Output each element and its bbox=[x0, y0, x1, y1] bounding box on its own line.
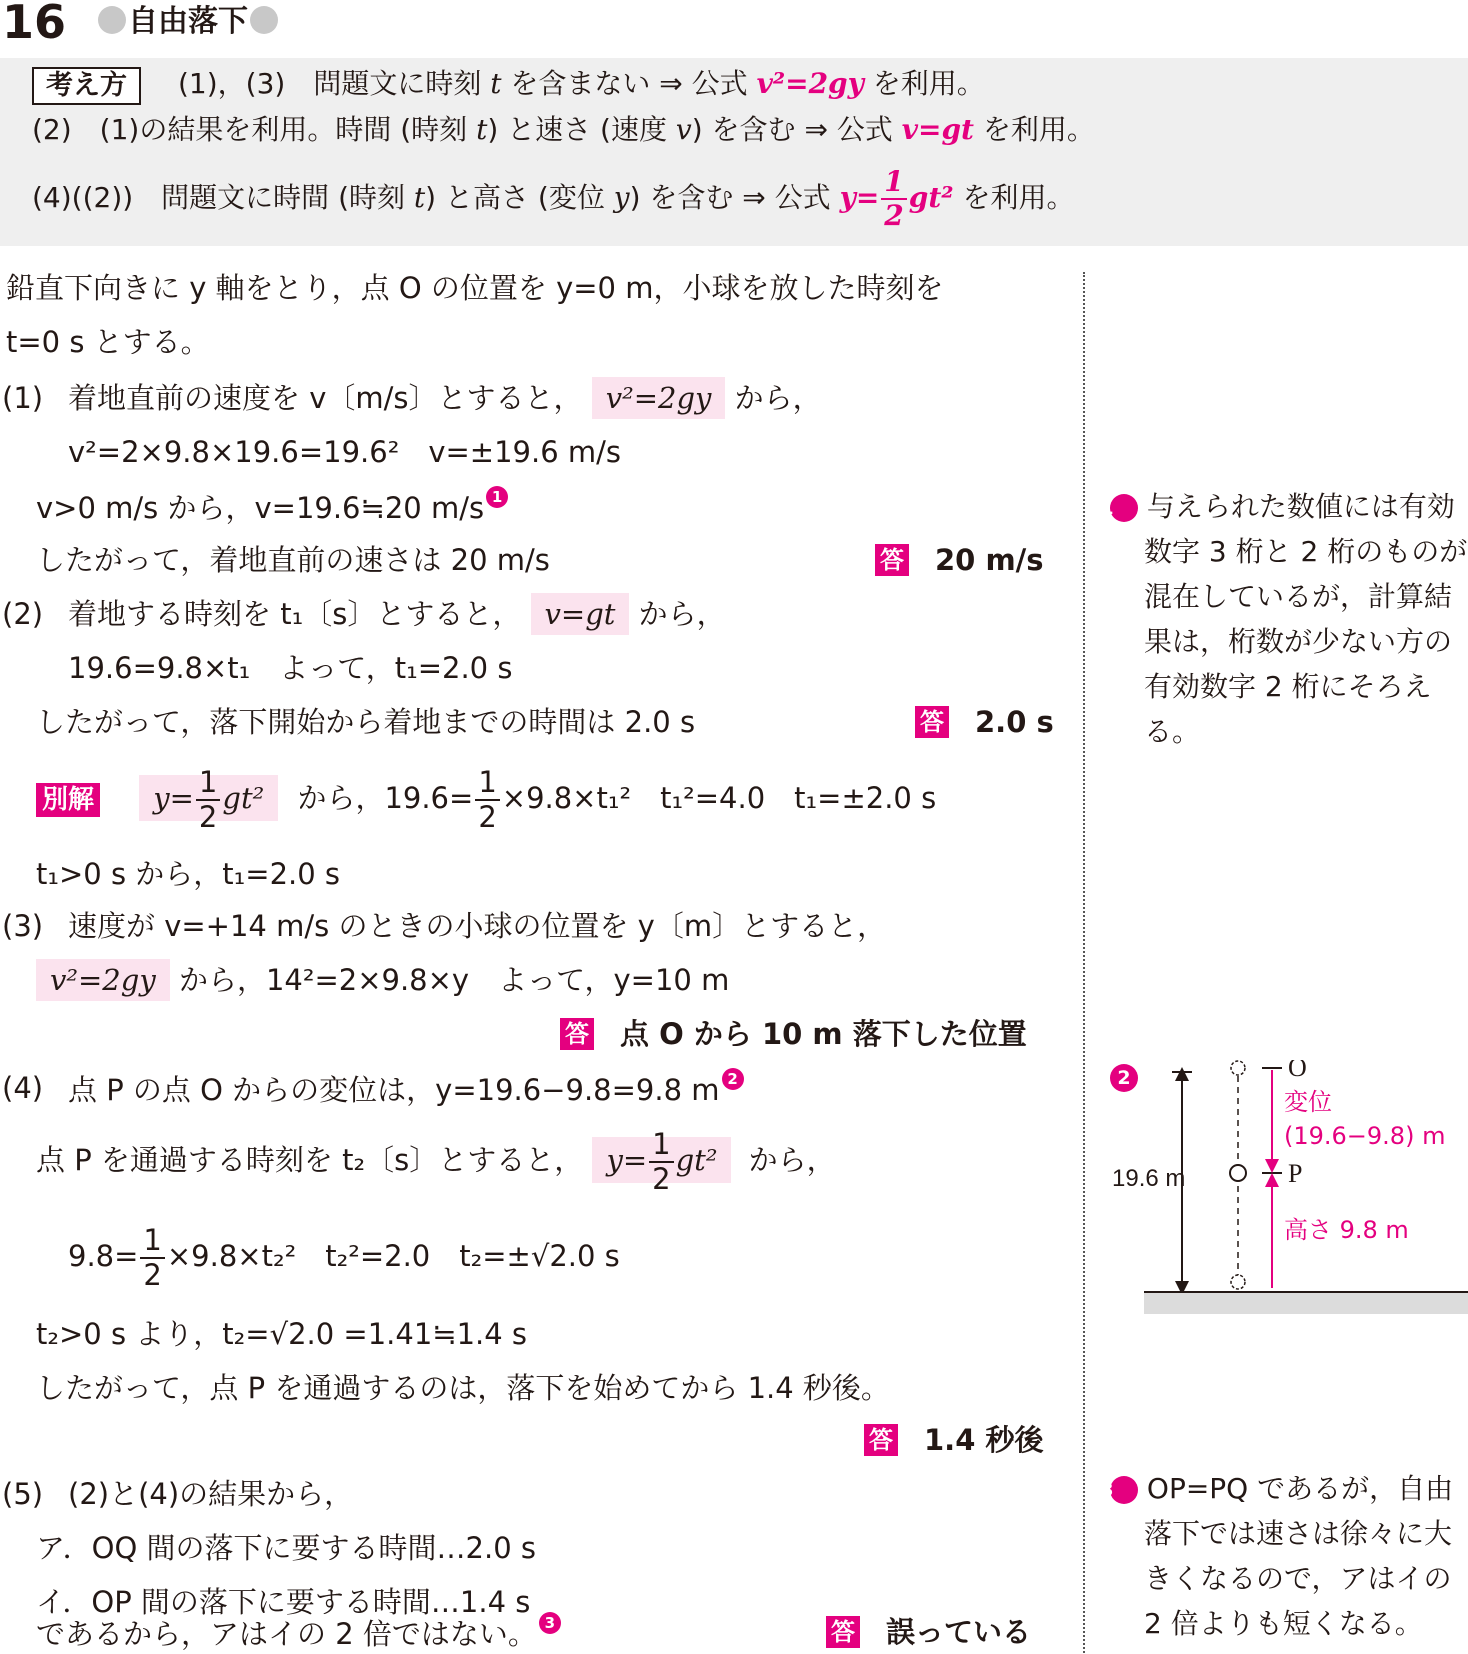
note-marker-3: 3 bbox=[539, 1612, 561, 1634]
bullet-dot-icon bbox=[98, 6, 126, 34]
note-marker-1: 1 bbox=[486, 486, 508, 508]
displacement-label: 変位 bbox=[1284, 1088, 1332, 1116]
p4-line-1: 点 P の点 O からの変位は，y=19.6−9.8=9.8 m 2 bbox=[68, 1068, 744, 1110]
answer-badge: 答 bbox=[864, 1424, 898, 1456]
p5-number: (5) bbox=[2, 1477, 44, 1511]
p3-line-2: v²=2gy から，14²=2×9.8×y よって，y=10 m bbox=[36, 960, 729, 1000]
p2-line-2: 19.6=9.8×t₁ よって，t₁=2.0 s bbox=[68, 651, 513, 685]
answer-badge: 答 bbox=[826, 1616, 860, 1648]
label-p: P bbox=[1288, 1159, 1303, 1188]
p2-answer: 答 2.0 s bbox=[915, 702, 1054, 742]
p3-number: (3) bbox=[2, 909, 44, 943]
fraction-half: $\frac{1}{2}$ bbox=[140, 1226, 164, 1290]
p4-line-5: したがって，点 P を通過するのは，落下を始めてから 1.4 秒後。 bbox=[36, 1371, 890, 1405]
p1-line-2: v²=2×9.8×19.6=19.6² v=±19.6 m/s bbox=[68, 435, 621, 469]
approach-row-2: (2) (1)の結果を利用。時間 (時刻 t) と速さ (速度 v) を含む ⇒ 公式 v=gt を利用。 bbox=[32, 113, 1095, 146]
approach-label: 考え方 bbox=[32, 67, 141, 105]
p5-line-4: であるから，アはイの 2 倍ではない。 3 bbox=[36, 1612, 561, 1654]
p1-line-1: 着地直前の速度を v〔m/s〕とすると， v²=2gy から， bbox=[68, 378, 822, 418]
answer-badge: 答 bbox=[560, 1018, 594, 1050]
fraction-half: $\frac{1}{2}$ bbox=[649, 1130, 673, 1194]
p4-line-3: 9.8= $\frac{1}{2}$ ×9.8×t₂² t₂²=2.0 t₂=±√2.0 s bbox=[68, 1223, 620, 1292]
bullet-dot-icon bbox=[250, 6, 278, 34]
p3-formula-highlight: v²=2gy bbox=[36, 959, 170, 1001]
p5-line-3: イ．OP 間の落下に要する時間…1.4 s bbox=[36, 1585, 531, 1619]
p3-line-1: 速度が v=+14 m/s のときの小球の位置を y〔m〕とすると， bbox=[68, 909, 887, 943]
ball-at-ground-icon bbox=[1231, 1275, 1245, 1289]
p5-line-2: ア．OQ 間の落下に要する時間…2.0 s bbox=[36, 1531, 536, 1565]
fraction-half: $\frac{1}{2}$ bbox=[475, 768, 499, 832]
side-note-3: 3 OP=PQ であるが，自由落下では速さは徐々に大きくなるので，アはイの 2 倍よりも短くなる。 bbox=[1100, 1472, 1454, 1640]
p2-formula-highlight: v=gt bbox=[531, 593, 630, 635]
p1-number: (1) bbox=[2, 381, 44, 415]
p3-answer: 答 点 O から 10 m 落下した位置 bbox=[560, 1014, 1027, 1054]
intro-line-1: 鉛直下向きに y 軸をとり，点 O の位置を y=0 m，小球を放した時刻を bbox=[6, 271, 944, 305]
p1-formula-highlight: v²=2gy bbox=[592, 377, 726, 419]
p4-number: (4) bbox=[2, 1071, 44, 1105]
intro-line-2: t=0 s とする。 bbox=[6, 325, 210, 359]
fraction-half: $\frac{1}{2}$ bbox=[881, 168, 906, 230]
displacement-value: (19.6−9.8) m bbox=[1284, 1122, 1446, 1150]
p5-answer: 答 誤っている bbox=[826, 1612, 1031, 1652]
answer-badge: 答 bbox=[875, 544, 909, 576]
p1-answer: 答 20 m/s bbox=[875, 540, 1044, 580]
fraction-half: $\frac{1}{2}$ bbox=[196, 768, 220, 832]
note-number-2-icon: 2 bbox=[1110, 1064, 1138, 1092]
p4-line-2: 点 P を通過する時刻を t₂〔s〕とすると， y= $\frac{1}{2}$ gt² から， bbox=[36, 1127, 836, 1196]
total-height-label: 19.6 m bbox=[1112, 1165, 1186, 1192]
note-number-1-icon: 1 bbox=[1110, 494, 1138, 522]
approach-box bbox=[0, 58, 1468, 246]
approach-row-3: (4)((2)) 問題文に時間 (時刻 t) と高さ (変位 y) を含む ⇒ 公式 y= $\frac{1}{2}$ gt² を利用。 bbox=[32, 165, 1075, 232]
p1-line-3: v>0 m/s から，v=19.6≒20 m/s 1 bbox=[36, 486, 508, 528]
label-o: O bbox=[1288, 1060, 1307, 1082]
height-label: 高さ 9.8 m bbox=[1284, 1216, 1409, 1244]
p4-formula-highlight: y= $\frac{1}{2}$ gt² bbox=[592, 1137, 731, 1183]
p4-line-4: t₂>0 s より，t₂=√2.0 =1.41≒1.4 s bbox=[36, 1317, 528, 1351]
approach-row-1: (1)，(3) 問題文に時刻 t を含まない ⇒ 公式 v²=2gy を利用。 bbox=[178, 67, 985, 100]
side-note-1: 1 与えられた数値には有効数字 3 桁と 2 桁のものが混在しているが，計算結果は，桁数が少ない方の有効数字 2 桁にそろえる。 bbox=[1100, 490, 1468, 748]
p2-alt-solution: 別解 y= $\frac{1}{2}$ gt² から，19.6= $\frac{1}{2}$ ×9.8×t₁² t₁²=4.0 t₁=±2.0 s bbox=[36, 758, 936, 838]
p2-alt-line-2: t₁>0 s から，t₁=2.0 s bbox=[36, 857, 341, 891]
p5-line-1: (2)と(4)の結果から， bbox=[68, 1477, 354, 1511]
ground bbox=[1144, 1292, 1468, 1314]
p1-line-4: したがって，着地直前の速さは 20 m/s bbox=[36, 543, 550, 577]
note-marker-2: 2 bbox=[722, 1068, 744, 1090]
problem-number: 16 bbox=[2, 0, 67, 49]
free-fall-diagram bbox=[1112, 1060, 1468, 1316]
ball-at-o-icon bbox=[1231, 1061, 1245, 1075]
alt-solution-badge: 別解 bbox=[36, 783, 100, 817]
ball-at-p-icon bbox=[1230, 1165, 1246, 1181]
p2-line-3: したがって，落下開始から着地までの時間は 2.0 s bbox=[36, 705, 696, 739]
note-number-3-icon: 3 bbox=[1110, 1476, 1138, 1504]
p4-answer: 答 1.4 秒後 bbox=[864, 1420, 1043, 1460]
answer-badge: 答 bbox=[915, 706, 949, 738]
p2-alt-formula-highlight: y= $\frac{1}{2}$ gt² bbox=[139, 775, 278, 821]
p2-number: (2) bbox=[2, 597, 44, 631]
column-divider bbox=[1083, 272, 1085, 1653]
problem-title: 自由落下 bbox=[96, 2, 280, 42]
p2-line-1: 着地する時刻を t₁〔s〕とすると， v=gt から， bbox=[68, 594, 726, 634]
